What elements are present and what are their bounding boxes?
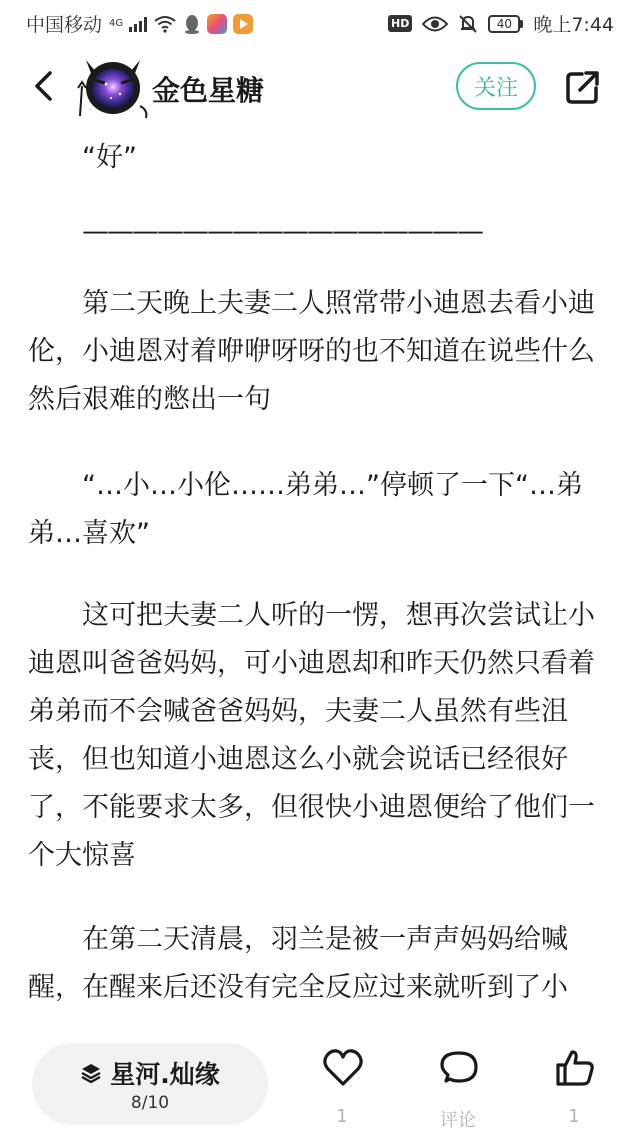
signal-icon — [129, 16, 147, 32]
article-paragraph: “…小…小伦……弟弟…”停顿了一下“…弟弟…喜欢” — [28, 470, 583, 549]
recommend-button[interactable] — [534, 1048, 614, 1138]
collection-button[interactable] — [32, 1043, 268, 1125]
hd-badge: HD — [388, 15, 412, 32]
battery-icon — [488, 15, 523, 33]
share-icon[interactable] — [562, 66, 604, 108]
article-paragraph: 这可把夫妻二人听的一愣，想再次尝试让小迪恩叫爸爸妈妈，可小迪恩却和昨天仍然只看着弟弟而不会喊爸爸妈妈，夫妻二人虽然有些沮丧，但也知道小迪恩这么小就会说话已经很好了，不能要求太多，但很快小迪恩便给了他们一个大惊喜 — [28, 600, 595, 871]
article-paragraph: “好” — [82, 142, 137, 173]
like-count: 1 — [336, 1106, 348, 1127]
video-app-icon — [233, 14, 253, 34]
collection-title — [32, 1055, 268, 1091]
author-name[interactable]: 金色星糖 — [152, 74, 265, 107]
like-button[interactable] — [302, 1048, 382, 1138]
heart-icon — [322, 1048, 364, 1088]
article-paragraph: 第二天晚上夫妻二人照常带小迪恩去看小迪伦，小迪恩对着咿咿呀呀的也不知道在说些什么然后艰难的憋出一句 — [28, 288, 595, 415]
thumbs-up-icon — [554, 1048, 596, 1088]
eye-icon — [422, 15, 448, 33]
collection-page-indicator: 8/10 — [130, 1093, 170, 1113]
carrier-name: 中国移动 — [26, 14, 103, 36]
mute-bell-icon — [458, 14, 478, 34]
follow-button[interactable]: 关注 — [456, 62, 536, 110]
status-bar — [0, 0, 640, 44]
collection-name: 星河.灿缘 — [110, 1060, 220, 1089]
status-bar-left — [26, 10, 253, 37]
article-paragraph: 在第二天清晨，羽兰是被一声声妈妈给喊醒，在醒来后还没有完全反应过来就听到了小 — [28, 924, 568, 1003]
status-bar-right — [388, 10, 614, 37]
article-body — [28, 132, 608, 1022]
article-header — [0, 44, 640, 132]
back-arrow-icon[interactable] — [26, 68, 62, 104]
battery-level: 40 — [488, 15, 520, 33]
author-avatar[interactable] — [76, 46, 150, 120]
comment-label: 评论 — [440, 1110, 476, 1131]
wifi-icon — [153, 15, 177, 33]
article-divider: ———————————————— — [82, 216, 482, 247]
comment-button[interactable] — [418, 1048, 498, 1138]
layers-icon — [80, 1062, 102, 1084]
bottom-action-bar — [0, 1030, 640, 1138]
qq-icon — [183, 14, 201, 34]
recommend-count: 1 — [568, 1106, 580, 1127]
clock: 晚上7:44 — [533, 14, 614, 36]
comment-bubble-icon — [438, 1048, 480, 1088]
network-type: 4G — [109, 18, 124, 29]
app-store-icon — [207, 14, 227, 34]
